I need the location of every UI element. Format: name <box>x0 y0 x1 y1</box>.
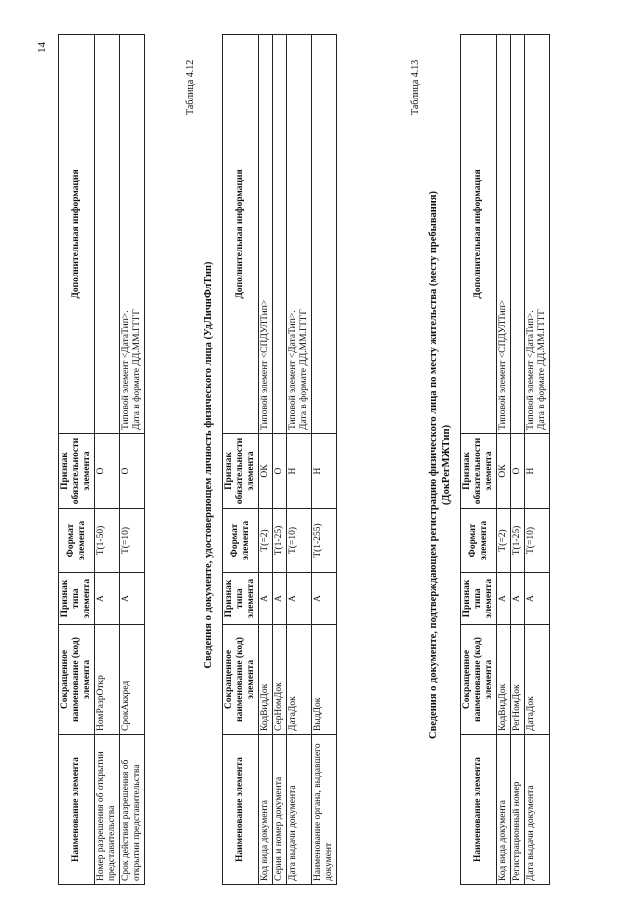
cell-element-name: Код вида документа <box>259 735 273 885</box>
cell-element-name: Дата выдачи документа <box>525 735 550 885</box>
cell-element-name: Серия и номер документа <box>273 735 287 885</box>
cell-element-required: О <box>511 434 525 509</box>
cell-element-type: А <box>259 573 273 625</box>
table-header-row <box>223 35 259 885</box>
cell-element-code: НомРазрОткр <box>95 625 120 735</box>
cell-element-required: О <box>120 434 145 509</box>
cell-additional-info: Типовой элемент <ДатаТип>. Дата в формате ДД.ММ.ГГГГ <box>525 35 550 434</box>
cell-element-format: Т(1-25) <box>273 509 287 573</box>
table-4-12 <box>222 34 337 885</box>
cell-element-code: СерНомДок <box>273 625 287 735</box>
cell-element-name: Регистрационный номер <box>511 735 525 885</box>
header-cell: Формат элемента <box>223 509 259 573</box>
header-cell: Дополнительная информация <box>59 35 95 434</box>
table-row <box>312 35 337 885</box>
table-title-code: (ДокРегМЖТип) <box>441 424 452 506</box>
cell-element-required: Н <box>287 434 312 509</box>
table-header-row <box>461 35 497 885</box>
cell-element-code: КодВидДок <box>259 625 273 735</box>
cell-element-required: Н <box>312 434 337 509</box>
cell-element-format: Т(=10) <box>120 509 145 573</box>
table-title: Сведения о документе, подтверждающем регистрацию физического лица по месту жительства (месту пребывания) <box>428 190 439 740</box>
cell-element-code: КодВидДок <box>497 625 511 735</box>
cell-element-format: Т(=10) <box>287 509 312 573</box>
cell-element-name: Срок действия разрешения об открытии представительства <box>120 735 145 885</box>
cell-additional-info: Типовой элемент <СПДУЛТип> <box>497 35 511 434</box>
cell-element-code: ДатаДок <box>525 625 550 735</box>
header-cell: Формат элемента <box>59 509 95 573</box>
cell-element-format: Т(1-255) <box>312 509 337 573</box>
cell-element-name: Номер разрешения об открытии представительства <box>95 735 120 885</box>
cell-element-type: А <box>273 573 287 625</box>
cell-element-format: Т(1-50) <box>95 509 120 573</box>
cell-additional-info <box>312 35 337 434</box>
cell-element-type: А <box>120 573 145 625</box>
header-cell: Признак обязательности элемента <box>461 434 497 509</box>
cell-additional-info: Типовой элемент <ДатаТип>. Дата в формате ДД.ММ.ГГГГ <box>120 35 145 434</box>
cell-element-type: А <box>497 573 511 625</box>
header-cell: Наименование элемента <box>461 735 497 885</box>
cell-element-required: ОК <box>259 434 273 509</box>
table-4-13 <box>460 34 550 885</box>
cell-element-type: А <box>511 573 525 625</box>
page-number: 14 <box>36 42 48 53</box>
table-title: Сведения о документе, удостоверяющем личность физического лица (УдЛичнФлТип) <box>203 261 214 669</box>
header-cell: Дополнительная информация <box>223 35 259 434</box>
header-cell: Признак обязательности элемента <box>59 434 95 509</box>
cell-element-type: А <box>525 573 550 625</box>
cell-element-required: Н <box>525 434 550 509</box>
header-cell: Признак типа элемента <box>223 573 259 625</box>
cell-element-name: Наименование органа, выдавшего документ <box>312 735 337 885</box>
header-cell: Признак обязательности элемента <box>223 434 259 509</box>
table-row <box>511 35 525 885</box>
header-cell: Признак типа элемента <box>59 573 95 625</box>
cell-additional-info <box>273 35 287 434</box>
cell-element-format: Т(=2) <box>259 509 273 573</box>
header-cell: Признак типа элемента <box>461 573 497 625</box>
cell-element-type: А <box>287 573 312 625</box>
table-row <box>273 35 287 885</box>
cell-element-required: О <box>95 434 120 509</box>
table-row <box>287 35 312 885</box>
cell-element-format: Т(1-25) <box>511 509 525 573</box>
cell-element-name: Код вида документа <box>497 735 511 885</box>
cell-element-code: СрокАккред <box>120 625 145 735</box>
header-cell: Наименование элемента <box>59 735 95 885</box>
cell-element-type: А <box>312 573 337 625</box>
cell-additional-info <box>511 35 525 434</box>
cell-element-code: ДатаДок <box>287 625 312 735</box>
cell-additional-info: Типовой элемент <ДатаТип>. Дата в формате ДД.ММ.ГГГГ <box>287 35 312 434</box>
header-cell: Наименование элемента <box>223 735 259 885</box>
table-caption: Таблица 4.13 <box>410 59 421 115</box>
header-cell: Сокращенное наименование (код) элемента <box>223 625 259 735</box>
header-cell: Дополнительная информация <box>461 35 497 434</box>
header-cell: Сокращенное наименование (код) элемента <box>59 625 95 735</box>
cell-element-code: ВыдДок <box>312 625 337 735</box>
cell-element-required: ОК <box>497 434 511 509</box>
cell-additional-info <box>95 35 120 434</box>
table-row <box>120 35 145 885</box>
table-row <box>525 35 550 885</box>
cell-additional-info: Типовой элемент <СПДУЛТип> <box>259 35 273 434</box>
cell-element-name: Дата выдачи документа <box>287 735 312 885</box>
table-row <box>259 35 273 885</box>
header-cell: Формат элемента <box>461 509 497 573</box>
cell-element-code: РегНомДок <box>511 625 525 735</box>
table-header-row <box>59 35 95 885</box>
cell-element-format: Т(=2) <box>497 509 511 573</box>
table-row <box>95 35 120 885</box>
table-4-11-continuation <box>58 34 145 885</box>
table-caption: Таблица 4.12 <box>185 59 196 115</box>
header-cell: Сокращенное наименование (код) элемента <box>461 625 497 735</box>
cell-element-required: О <box>273 434 287 509</box>
cell-element-format: Т(=10) <box>525 509 550 573</box>
cell-element-type: А <box>95 573 120 625</box>
table-row <box>497 35 511 885</box>
